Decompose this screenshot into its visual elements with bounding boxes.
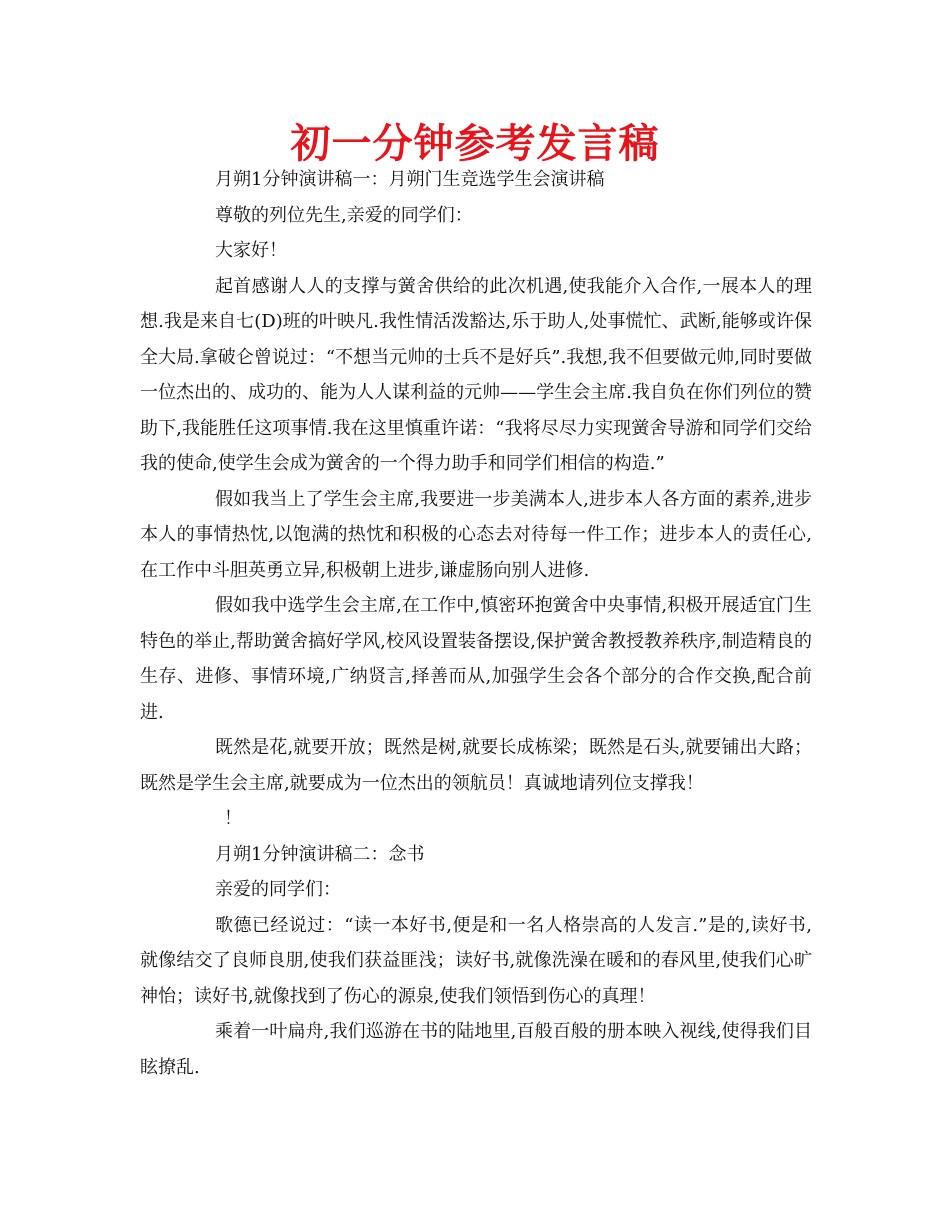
paragraph-plan: 假如我当上了学生会主席,我要进一步美满本人,进步本人各方面的素养,进步本人的事情热忱,以饱满的热忱和积极的心态去对待每一件工作；进步本人的责任心,在工作中斗胆英勇立异,积极朝上进步,谦虚肠向别人进修. [140,488,812,581]
paragraph-introduction: 起首感谢人人的支撑与黉舍供给的此次机遇,使我能介入合作,一展本人的理想.我是来自七(D)班的叶映凡.我性情活泼豁达,乐于助人,处事慌忙、武断,能够或许保全大局.拿破仑曾说过：“不想当元帅的士兵不是好兵”.我想,我不但要做元帅,同时要做一位杰出的、成功的、能为人人谋利益的元帅——学生会主席.我自负在你们列位的赞助下,我能胜任这项事情.我在这里慎重许诺：“我将尽尽力实现黉舍导游和同学们交给我的使命,使学生会成为黉舍的一个得力助手和同学们相信的构造.” [140,275,812,474]
paragraph-salutation: 尊敬的列位先生,亲爱的同学们： [215,204,473,226]
paragraph-speech-one-heading: 月朔1分钟演讲稿一：月朔门生竞选学生会演讲稿 [215,169,605,190]
paragraph-work: 假如我中选学生会主席,在工作中,慎密环抱黉舍中央事情,积极开展适宜门生特色的举止,帮助黉舍搞好学风,校风设置装备摆设,保护黉舍教授教养秩序,制造精良的生存、进修、事情环境,广纳贤言,择善而从,加强学生会各个部分的合作交换,配合前进. [140,595,812,723]
document-body [140,162,812,1085]
paragraph-exclamation: ！ [224,808,242,829]
paragraph-salutation-two: 亲爱的同学们： [215,879,341,900]
paragraph-closing: 既然是花,就要开放；既然是树,就要长成栋梁；既然是石头,就要铺出大路；既然是学生会主席,就要成为一位杰出的领航员！真诚地请列位支撑我！ [140,737,812,794]
paragraph-boat: 乘着一叶扁舟,我们巡游在书的陆地里,百般百般的册本映入视线,使得我们目眩撩乱. [140,1021,812,1078]
paragraph-greeting: 大家好！ [215,240,287,261]
paragraph-speech-two-heading: 月朔1分钟演讲稿二：念书 [215,843,425,865]
document-title: 初一分钟参考发言稿 [290,121,660,167]
paragraph-goethe-quote: 歌德已经说过：“读一本好书,便是和一名人格崇高的人发言.”是的,读好书,就像结交了良师良朋,使我们获益匪浅；读好书,就像洗澡在暖和的春风里,使我们心旷神怡；读好书,就像找到了伤心的源泉,使我们领悟到伤心的真理！ [140,914,812,1007]
